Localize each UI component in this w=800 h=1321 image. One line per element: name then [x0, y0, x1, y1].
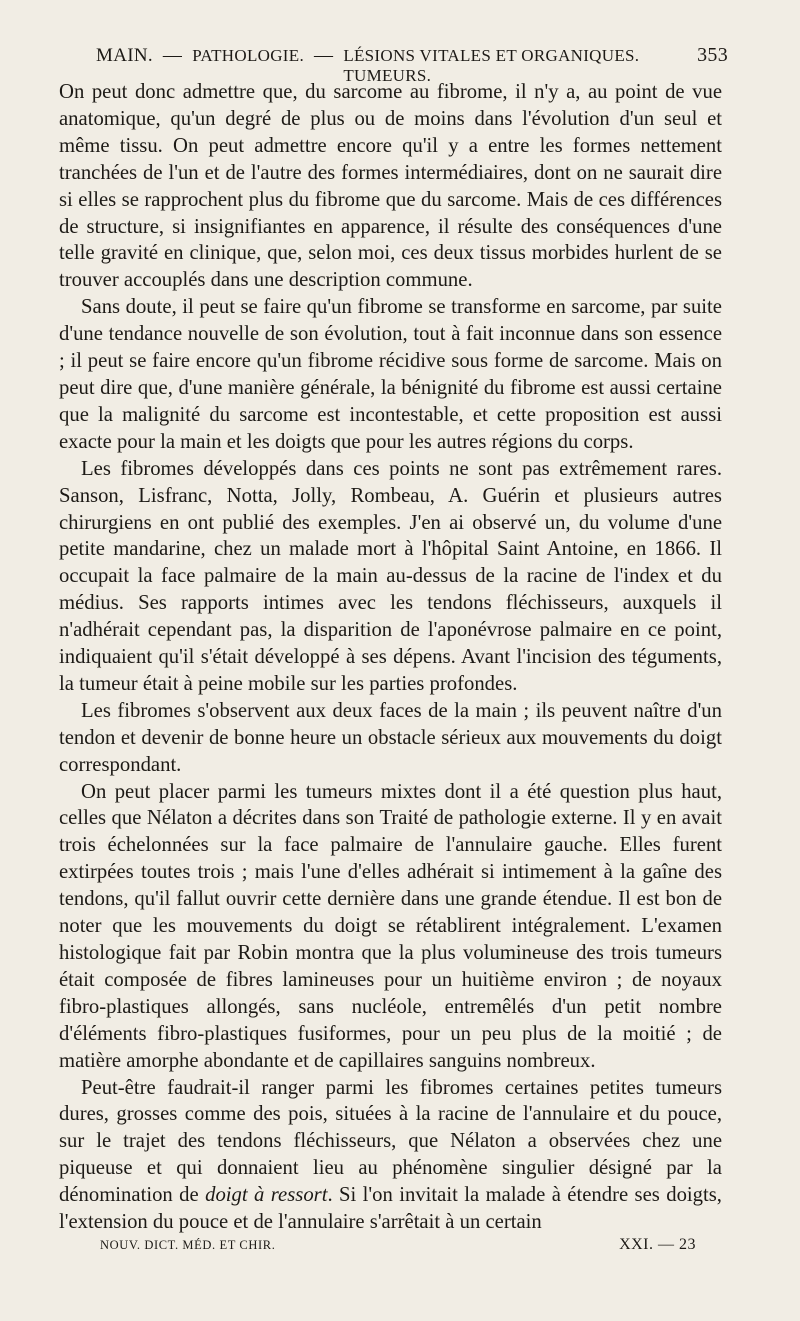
- paragraph: Les fibromes développés dans ces points ne sont pas extrêmement rares. Sanson, Lisfranc, Notta, Jolly, Rombeau, A. Guérin et plusieurs autres chirurgiens en ont publié des exemples. J'en ai observé un, du volume d'une petite mandarine, chez un malade mort à l'hôpital Saint Antoine, en 1866. Il occupait la face palmaire de la main au-dessus de la racine de l'index et du médius. Ses rapports intimes avec les tendons fléchisseurs, auxquels il n'adhérait cependant pas, la disparition de l'aponévrose palmaire en ce point, indiquaient qu'il s'était développé à ses dépens. Avant l'incision des téguments, la tumeur était à peine mobile sur les parties profondes.: [59, 457, 722, 695]
- paragraph: Sans doute, il peut se faire qu'un fibrome se transforme en sarcome, par suite d'une tendance nouvelle de son évolution, tout à fait inconnue dans son essence ; il peut se faire encore qu'un fibrome récidive sous forme de sarcome. Mais on peut dire que, d'une manière générale, la bénignité du fibrome est aussi certaine que la malignité du sarcome est incontestable, et cette proposition est aussi exacte pour la main et les doigts que pour les autres régions du corps.: [59, 296, 722, 453]
- header-section: MAIN.: [96, 45, 153, 66]
- header-separator: —: [314, 45, 334, 66]
- page-number: 353: [697, 44, 728, 66]
- paragraph: On peut donc admettre que, du sarcome au fibrome, il n'y a, au point de vue anatomique, qu'un degré de plus ou de moins dans l'évolution d'un seul et même tissu. On peut admettre encore qu'il y a entre les formes nettement tranchées de l'un et de l'autre des formes intermédiaires, dont on ne saurait dire si elles se rapprochent plus du fibrome que du sarcome. Mais de ces différences de structure, si insignifiantes en apparence, il résulte des conséquences d'une telle gravité en clinique, que, selon moi, ces deux tissus morbides hurlent de se trouver accouplés dans une description commune.: [59, 81, 722, 292]
- paragraph-text: Peut-être faudrait-il ranger parmi les fibromes certaines petites tumeurs dures, grosses comme des pois, situées à la racine de l'annulaire et du pouce, sur le trajet des tendons fléchisseurs, que Nélaton a observées chez une piqueuse et qui donnaient lieu au phénomène singulier désigné par la dénomination de: [59, 1076, 722, 1207]
- header-separator: —: [162, 45, 183, 66]
- paragraph: Les fibromes s'observent aux deux faces de la main ; ils peuvent naître d'un tendon et devenir de bonne heure un obstacle sérieux aux mouvements du doigt correspondant.: [59, 699, 722, 776]
- page-body: [59, 79, 722, 1236]
- header-part-1: PATHOLOGIE.: [192, 46, 304, 65]
- page-footer: [100, 1236, 696, 1254]
- header-part-2: LÉSIONS VITALES ET ORGANIQUES. TUMEURS.: [343, 46, 640, 85]
- paragraph-text: . Si l'on invitait la malade à étendre ses doigts, l'extension du pouce et de l'annulaire s'arrêtait à un certain: [59, 1184, 722, 1234]
- paragraph: [59, 1075, 722, 1236]
- footer-signature: XXI. — 23: [619, 1236, 696, 1253]
- italic-term: doigt à ressort: [205, 1184, 328, 1207]
- footer-publication: NOUV. DICT. MÉD. ET CHIR.: [100, 1238, 276, 1252]
- paragraph: On peut placer parmi les tumeurs mixtes dont il a été question plus haut, celles que Nélaton a décrites dans son Traité de pathologie externe. Il y en avait trois échelonnées sur la face palmaire de l'annulaire gauche. Elles furent extirpées toutes trois ; mais l'une d'elles adhérait si intimement à la gaîne des tendons, qu'il fallut ouvrir cette dernière dans une grande étendue. Il est bon de noter que les mouvements du doigt se rétablirent intégralement. L'examen histologique fait par Robin montra que la plus volumineuse des trois tumeurs était composée de fibres lamineuses pour un huitième environ ; de noyaux fibro-plastiques allongés, sans nucléole, entremêlés d'un petit nombre d'éléments fibro-plastiques fusiformes, pour un peu plus de la moitié ; de matière amorphe abondante et de capillaires sanguins nombreux.: [59, 780, 722, 1072]
